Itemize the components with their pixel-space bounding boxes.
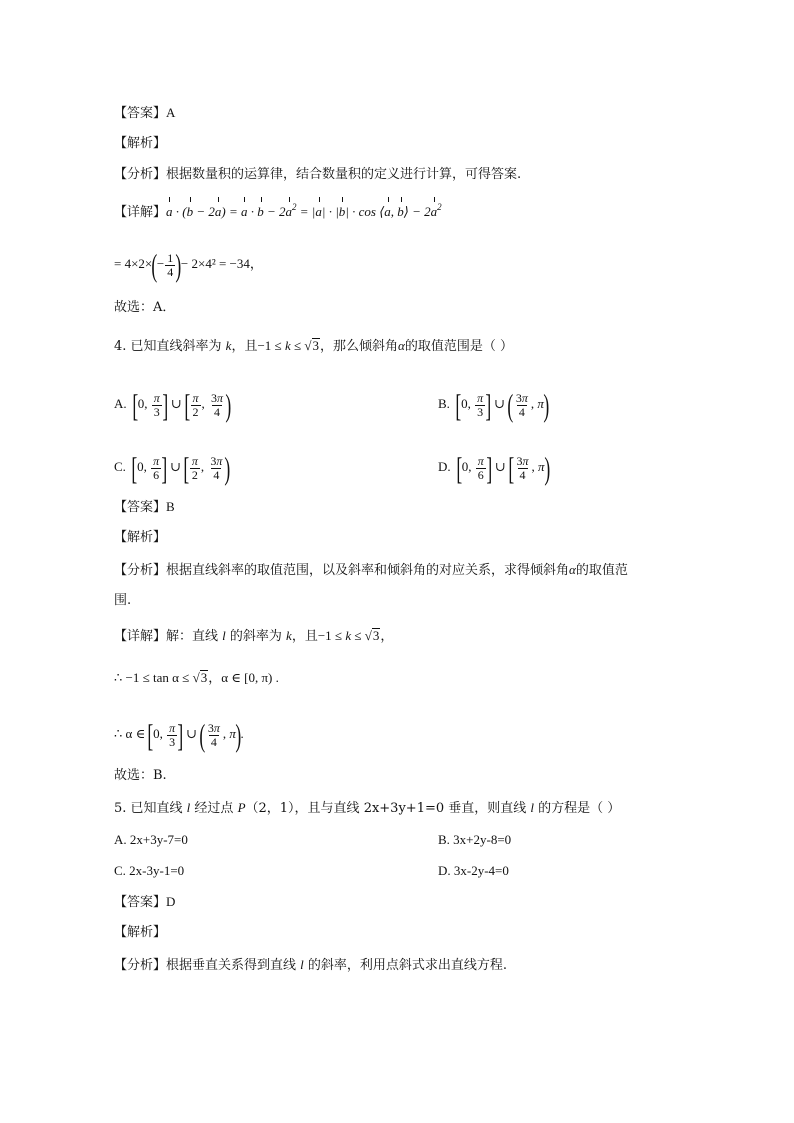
fenxi-tag: 【分析】 xyxy=(114,167,167,182)
q4-option-a[interactable]: A. [0, $\frac{\pi}{3}$ ] ∪ [ $\frac{\pi}{2}$ , $\frac{3\pi}{4}$ ) xyxy=(114,387,232,423)
q3-answer xyxy=(114,104,175,123)
answer-tag: 【答案】 xyxy=(114,106,167,121)
q5-stem: 5. 已知直线 l 经过点 P（2，1），且与直线 2x+3y+1=0 垂直，则直线 l 的方程是（ ） xyxy=(114,800,621,816)
q4-step1: ∴ −1 ≤ tan α ≤ √3，α ∈ [0, π) . xyxy=(114,670,279,685)
q5-analysis-tag: 【解析】 xyxy=(114,925,167,940)
q3-choice: 故选：A． xyxy=(114,300,176,315)
q4-option-d[interactable]: D. [0, $\frac{\pi}{6}$ ] ∪ [ $\frac{3\pi}{4}$ , π) xyxy=(438,450,550,486)
q3-detail xyxy=(114,198,442,222)
q5-answer: 【答案】D xyxy=(114,894,176,910)
answer-value: A xyxy=(166,105,176,120)
q5-fenxi: 【分析】根据垂直关系得到直线 l 的斜率，利用点斜式求出直线方程. xyxy=(114,957,508,973)
fenxi-text: 根据数量积的运算律，结合数量积的定义进行计算，可得答案. xyxy=(166,167,522,182)
q5-option-d[interactable]: D. 3x-2y-4=0 xyxy=(438,863,509,878)
detail-tag: 【详解】 xyxy=(114,205,167,220)
q4-answer: 【答案】B xyxy=(114,499,175,515)
formula-k-range: −1 ≤ k ≤ √3 xyxy=(317,628,380,643)
q4-analysis-tag: 【解析】 xyxy=(114,530,167,545)
q4-fenxi: 【分析】根据直线斜率的取值范围，以及斜率和倾斜角的对应关系，求得倾斜角α的取值范 xyxy=(114,562,628,578)
q4-stem: 4. 已知直线斜率为 k，且−1 ≤ k ≤ √3，那么倾斜角α的取值范围是（ ） xyxy=(114,338,513,354)
q4-option-c[interactable]: C. [0, $\frac{\pi}{6}$ ] ∪ [ $\frac{\pi}{2}$ , $\frac{3\pi}{4}$ ) xyxy=(114,450,231,486)
q4-option-b[interactable]: B. [0, $\frac{\pi}{3}$ ] ∪ ( $\frac{3\pi}{4}$ , π) xyxy=(438,387,550,423)
q5-option-a[interactable]: A. 2x+3y-7=0 xyxy=(114,832,188,847)
formula-vector-expression: $a \cdot (b - 2a) = a \cdot b - 2a^2 = |a| \cdot |b| \cdot \cos$ ⟨a, b⟩ − $2a^2$ xyxy=(166,202,442,219)
q3-analysis-tag: 【解析】 xyxy=(114,136,167,151)
q3-detail-line2: = 4×2×(− $\frac{1}{4}$ )− 2×4² = −34， xyxy=(114,247,263,283)
formula-k-range: −1 ≤ k ≤ √3 xyxy=(257,338,319,353)
q4-choice: 故选：B. xyxy=(114,768,167,783)
q5-option-c[interactable]: C. 2x-3y-1=0 xyxy=(114,863,185,878)
q3-fenxi xyxy=(114,166,521,184)
q5-option-b[interactable]: B. 3x+2y-8=0 xyxy=(438,832,512,847)
q4-detail: 【详解】解：直线 l 的斜率为 k，且−1 ≤ k ≤ √3， xyxy=(114,628,394,644)
q4-fenxi-line2: 围. xyxy=(114,593,132,608)
q4-step2: ∴ α ∈ [0, $\frac{\pi}{3}$ ] ∪ ( $\frac{3\pi}{4}$ , π). xyxy=(114,717,244,753)
